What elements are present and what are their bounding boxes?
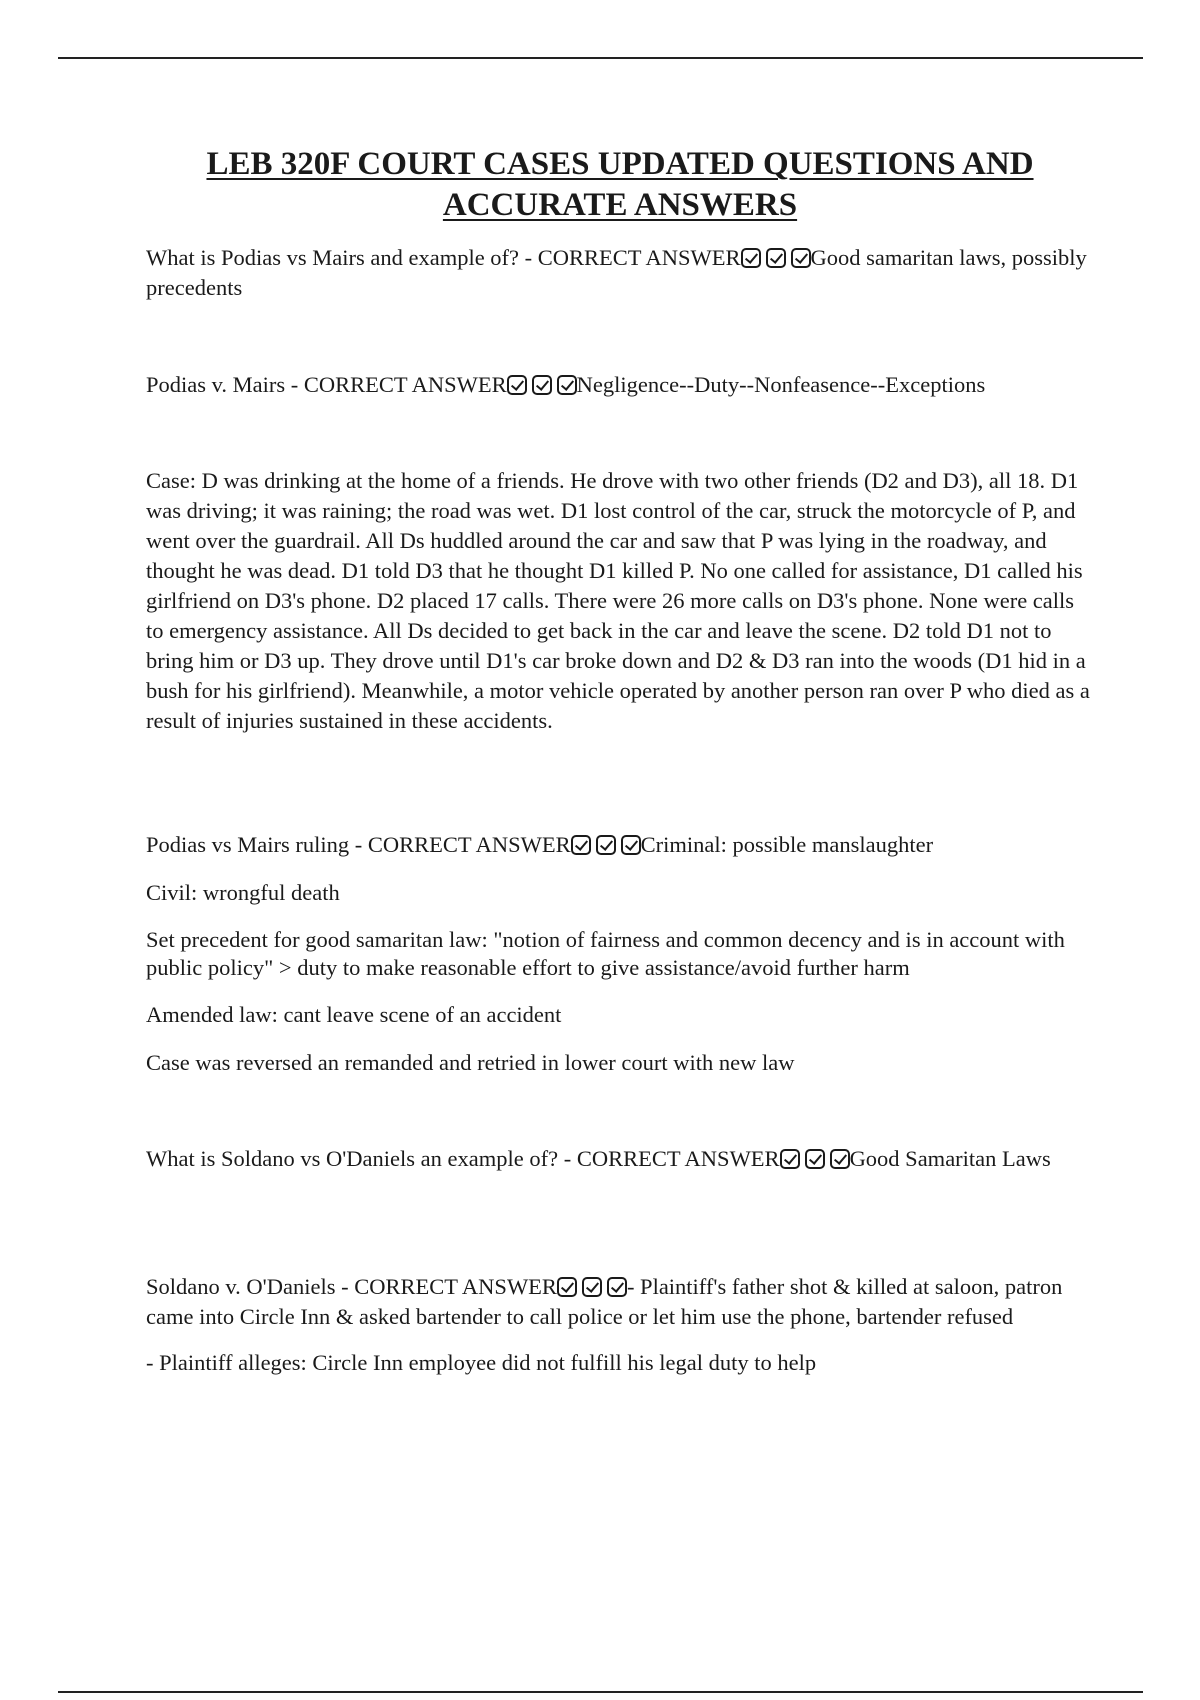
checkbox-checked-icon — [805, 1149, 825, 1169]
ruling-line: Case was reversed an remanded and retried in lower court with new law — [146, 1050, 795, 1075]
checkbox-checked-icon — [532, 375, 552, 395]
checkbox-checked-icon — [607, 1277, 627, 1297]
checkbox-checked-icon — [582, 1277, 602, 1297]
qa-text — [146, 1144, 1096, 1174]
question-text: Podias v. Mairs - CORRECT ANSWER — [146, 372, 507, 397]
checkbox-checked-icon — [780, 1149, 800, 1169]
title-line-2: ACCURATE ANSWERS — [442, 187, 798, 223]
allegation-line: - Plaintiff alleges: Circle Inn employee did not fulfill his legal duty to help — [146, 1350, 817, 1375]
qa-text — [146, 830, 1096, 860]
checkbox-checked-icon — [507, 375, 527, 395]
qa-item-podias-summary — [146, 370, 1096, 400]
top-rule — [58, 57, 1143, 59]
qa-item-soldano-summary — [146, 1272, 1096, 1378]
qa-text — [146, 370, 1096, 400]
case-facts-paragraph — [146, 466, 1096, 736]
qa-text — [146, 1272, 1096, 1332]
check-marks — [780, 1146, 850, 1171]
checkbox-checked-icon — [830, 1149, 850, 1169]
question-text: What is Soldano vs O'Daniels an example of? - CORRECT ANSWER — [146, 1146, 780, 1171]
checkbox-checked-icon — [557, 375, 577, 395]
question-text: Soldano v. O'Daniels - CORRECT ANSWER — [146, 1274, 557, 1299]
qa-text — [146, 243, 1096, 303]
ruling-line: Civil: wrongful death — [146, 880, 340, 905]
checkbox-checked-icon — [791, 248, 811, 268]
check-marks — [741, 245, 811, 270]
checkbox-checked-icon — [741, 248, 761, 268]
case-text: Case: D was drinking at the home of a friends. He drove with two other friends (D2 and D3), all 18. D1 was driving; it was raining; the road was wet. D1 lost control of the car, struck the motorcycle of P, and went over the guardrail. All Ds huddled around the car and saw that P was lying in the roadway, and thought he was dead. D1 told D3 that he thought D1 killed P. No one called for assistance, D1 called his girlfriend on D3's phone. D2 placed 17 calls. There were 26 more calls on D3's phone. None were calls to emergency assistance. All Ds decided to get back in the car and leave the scene. D2 told D1 not to bring him or D3 up. They drove until D1's car broke down and D2 & D3 ran into the woods (D1 hid in a bush for his girlfriend). Meanwhile, a motor vehicle operated by another person ran over P who died as a result of injuries sustained in these accidents. — [146, 468, 1090, 733]
ruling-line: Set precedent for good samaritan law: "notion of fairness and common decency and is in account with public policy" > duty to make reasonable effort to give assistance/avoid further harm — [146, 927, 1065, 980]
check-marks — [571, 832, 641, 857]
answer-text: Good samaritan laws, possibly precedents — [146, 245, 1087, 300]
qa-item-podias-ruling — [146, 830, 1096, 1078]
check-marks — [557, 1274, 627, 1299]
bottom-rule — [58, 1691, 1143, 1693]
check-marks — [507, 372, 577, 397]
question-text: Podias vs Mairs ruling - CORRECT ANSWER — [146, 832, 571, 857]
document-title — [130, 144, 1110, 226]
ruling-line: Amended law: cant leave scene of an accident — [146, 1002, 562, 1027]
checkbox-checked-icon — [621, 835, 641, 855]
answer-text: Criminal: possible manslaughter — [640, 832, 934, 857]
answer-text: - Plaintiff's father shot & killed at saloon, patron came into Circle Inn & asked bartender to call police or let him use the phone, bartender refused — [146, 1274, 1063, 1329]
checkbox-checked-icon — [596, 835, 616, 855]
title-line-1: LEB 320F COURT CASES UPDATED QUESTIONS AND — [206, 146, 1034, 182]
qa-item-soldano-example — [146, 1144, 1096, 1174]
checkbox-checked-icon — [766, 248, 786, 268]
answer-text: Negligence--Duty--Nonfeasence--Exceptions — [576, 372, 986, 397]
qa-item-podias-example — [146, 243, 1096, 303]
answer-text: Good Samaritan Laws — [849, 1146, 1051, 1171]
checkbox-checked-icon — [557, 1277, 577, 1297]
checkbox-checked-icon — [571, 835, 591, 855]
question-text: What is Podias vs Mairs and example of? - CORRECT ANSWER — [146, 245, 741, 270]
